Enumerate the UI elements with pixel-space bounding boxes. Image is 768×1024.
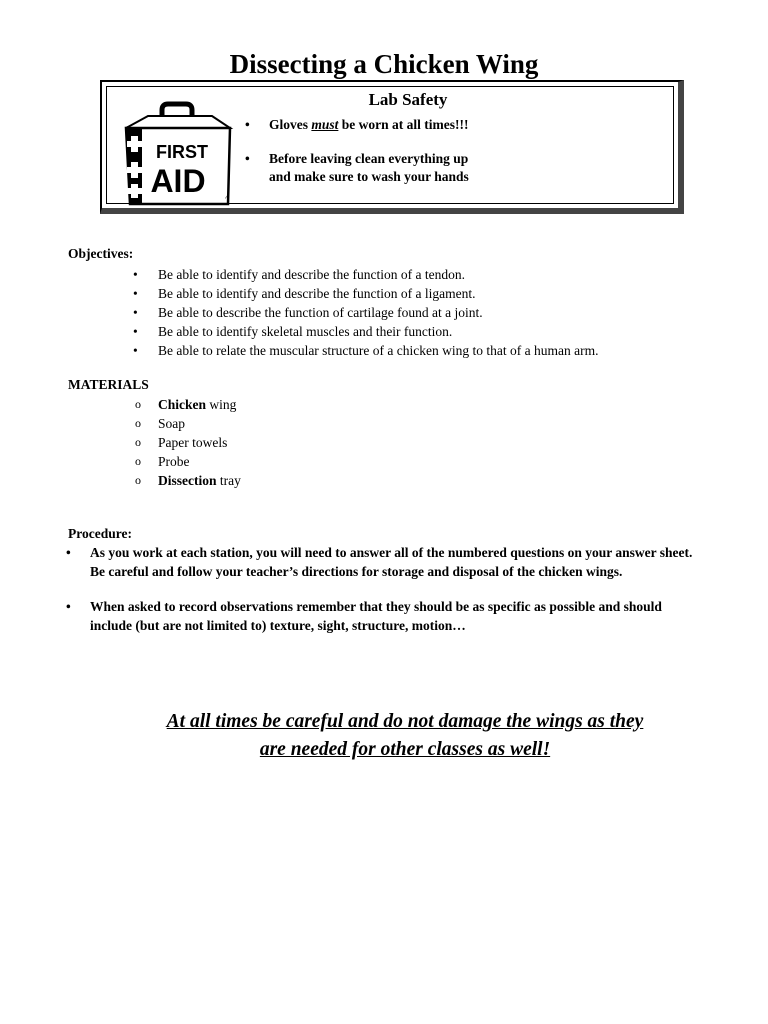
- bullet-icon: •: [133, 267, 138, 282]
- procedure-label: Procedure:: [68, 526, 132, 541]
- hollow-bullet-icon: o: [135, 416, 141, 430]
- objectives-list: [133, 265, 598, 360]
- bullet-icon: •: [66, 545, 71, 560]
- page-title: Dissecting a Chicken Wing: [229, 49, 539, 79]
- procedure-list: [66, 544, 696, 635]
- hollow-bullet-icon: o: [135, 397, 141, 411]
- lab-safety-box: [100, 80, 684, 214]
- list-item: • As you work at each station, you will need to answer all of the numbered questions on your answer sheet. Be careful and follow your teacher’s directions for storage and disposal of the chicken wings.: [66, 545, 693, 579]
- bullet-icon: •: [245, 117, 250, 132]
- svg-text:~: ~: [223, 194, 231, 201]
- first-aid-text-line2: AID: [150, 163, 206, 199]
- list-item: o Paper towels: [135, 435, 228, 450]
- bullet-icon: •: [133, 324, 138, 339]
- safety-item-gloves: • Gloves must be worn at all times!!!: [245, 117, 469, 132]
- bullet-icon: •: [66, 599, 71, 614]
- hollow-bullet-icon: o: [135, 454, 141, 468]
- first-aid-kit-icon: [116, 100, 234, 208]
- bullet-icon: •: [133, 343, 138, 358]
- careful-warning: At all times be careful and do not damage the wings as they are needed for other classes as well!: [166, 711, 644, 760]
- hollow-bullet-icon: o: [135, 435, 141, 449]
- list-item: • When asked to record observations remember that they should be as specific as possible and should include (but are not limited to) texture, sight, structure, motion…: [66, 599, 662, 633]
- lab-safety-list: [242, 116, 662, 186]
- materials-list: [133, 395, 241, 490]
- list-item: • Be able to identify skeletal muscles and their function.: [133, 324, 453, 339]
- bullet-icon: •: [133, 305, 138, 320]
- materials-label: MATERIALS: [68, 377, 149, 392]
- list-item: • Be able to describe the function of cartilage found at a joint.: [133, 305, 483, 320]
- list-item: o Probe: [135, 454, 190, 469]
- first-aid-text-line1: FIRST: [156, 142, 208, 162]
- must-emphasis: must: [311, 117, 339, 132]
- list-item: • Be able to identify and describe the function of a tendon.: [133, 267, 466, 282]
- hollow-bullet-icon: o: [135, 473, 141, 487]
- list-item: o Chicken wing: [135, 397, 237, 412]
- list-item: • Be able to relate the muscular structure of a chicken wing to that of a human arm.: [133, 343, 599, 358]
- bullet-icon: •: [133, 286, 138, 301]
- lab-safety-heading: Lab Safety: [368, 90, 448, 109]
- list-item: • Be able to identify and describe the function of a ligament.: [133, 286, 476, 301]
- list-item: o Dissection tray: [135, 473, 241, 488]
- safety-item-cleanup: • Before leaving clean everything up and make sure to wash your hands: [245, 151, 469, 184]
- objectives-label: Objectives:: [68, 246, 134, 261]
- bullet-icon: •: [245, 151, 250, 166]
- list-item: o Soap: [135, 416, 185, 431]
